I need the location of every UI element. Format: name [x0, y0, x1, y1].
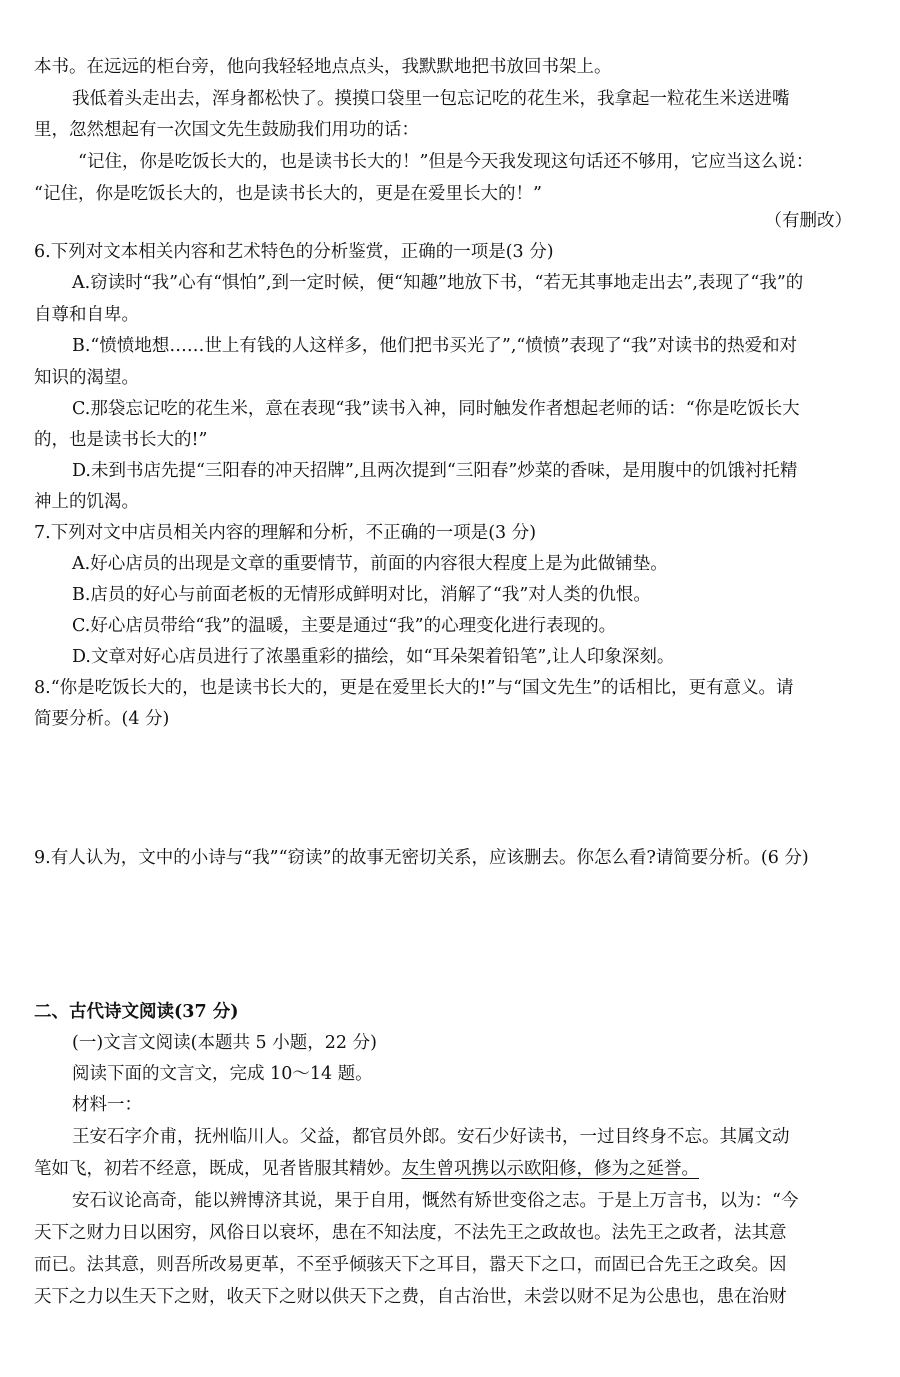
question-6-stem: 6.下列对文本相关内容和艺术特色的分析鉴赏，正确的一项是(3 分) — [34, 242, 554, 262]
q7-option-c: C.好心店员带给“我”的温暖，主要是通过“我”的心理变化进行表现的。 — [72, 616, 617, 636]
passage-line: “记住，你是吃饭长大的，也是读书长大的，更是在爱里长大的！” — [34, 184, 542, 204]
classical-passage-line — [34, 1157, 699, 1181]
q6-option-c: C.那袋忘记吃的花生米，意在表现“我”读书入神，同时触发作者想起老师的话：“你是吃饭长大 — [72, 399, 800, 419]
subsection-heading: (一)文言文阅读(本题共 5 小题，22 分) — [72, 1033, 377, 1053]
q6-option-d-cont: 神上的饥渴。 — [34, 492, 139, 512]
question-8-stem: 8.“你是吃饭长大的，也是读书长大的，更是在爱里长大的!”与“国文先生”的话相比，更有意义。请 — [34, 678, 794, 698]
classical-passage-line: 天下之财力日以困穷，风俗日以衰坏，患在不知法度，不法先王之政故也。法先王之政者，法其意 — [34, 1223, 787, 1243]
passage-text: 笔如飞，初若不经意，既成，见者皆服其精妙。 — [34, 1159, 402, 1179]
classical-passage-line: 而已。法其意，则吾所改易更革，不至乎倾骇天下之耳目，嚣天下之口，而固已合先王之政矣。因 — [34, 1255, 787, 1275]
q6-option-a: A.窃读时“我”心有“惧怕”,到一定时候，便“知趣”地放下书，“若无其事地走出去”,表现了“我”的 — [72, 273, 804, 293]
classical-passage-line: 安石议论高奇，能以辨博济其说，果于自用，慨然有矫世变俗之志。于是上万言书，以为：“今 — [72, 1191, 799, 1211]
instruction: 阅读下面的文言文，完成 10～14 题。 — [72, 1064, 373, 1084]
source-note: （有删改） — [764, 211, 852, 231]
passage-line: “记住，你是吃饭长大的，也是读书长大的！”但是今天我发现这句话还不够用，它应当这么说： — [78, 152, 814, 172]
material-label: 材料一： — [72, 1095, 142, 1115]
passage-line: 里，忽然想起有一次国文先生鼓励我们用功的话： — [34, 120, 419, 140]
passage-line: 我低着头走出去，浑身都松快了。摸摸口袋里一包忘记吃的花生米，我拿起一粒花生米送进嘴 — [72, 89, 790, 109]
classical-passage-line: 天下之力以生天下之财，收天下之财以供天下之费，自古治世，未尝以财不足为公患也，患在治财 — [34, 1287, 787, 1307]
section-heading: 二、古代诗文阅读(37 分) — [34, 1002, 239, 1022]
q6-option-b-cont: 知识的渴望。 — [34, 368, 139, 388]
underlined-sentence: 友生曾巩携以示欧阳修，修为之延誉。 — [401, 1159, 699, 1179]
question-8-stem-cont: 简要分析。(4 分) — [34, 709, 170, 729]
q6-option-a-cont: 自尊和自卑。 — [34, 305, 139, 325]
q7-option-b: B.店员的好心与前面老板的无情形成鲜明对比，消解了“我”对人类的仇恨。 — [72, 585, 651, 605]
passage-line: 本书。在远远的柜台旁，他向我轻轻地点点头，我默默地把书放回书架上。 — [34, 57, 612, 77]
q7-option-a: A.好心店员的出现是文章的重要情节，前面的内容很大程度上是为此做铺垫。 — [72, 554, 668, 574]
q6-option-c-cont: 的，也是读书长大的!” — [34, 430, 208, 450]
classical-passage-line: 王安石字介甫，抚州临川人。父益，都官员外郎。安石少好读书，一过目终身不忘。其属文动 — [72, 1127, 790, 1147]
question-7-stem: 7.下列对文中店员相关内容的理解和分析，不正确的一项是(3 分) — [34, 523, 537, 543]
q7-option-d: D.文章对好心店员进行了浓墨重彩的描绘，如“耳朵架着铅笔”,让人印象深刻。 — [72, 647, 675, 667]
q6-option-d: D.未到书店先提“三阳春的冲天招牌”,且两次提到“三阳春”炒菜的香味，是用腹中的饥饿衬托精 — [72, 461, 798, 481]
q6-option-b: B.“愤愤地想……世上有钱的人这样多，他们把书买光了”,“愤愤”表现了“我”对读书的热爱和对 — [72, 336, 798, 356]
question-9-stem: 9.有人认为，文中的小诗与“我”“窃读”的故事无密切关系，应该删去。你怎么看?请简要分析。(6 分) — [34, 848, 809, 868]
